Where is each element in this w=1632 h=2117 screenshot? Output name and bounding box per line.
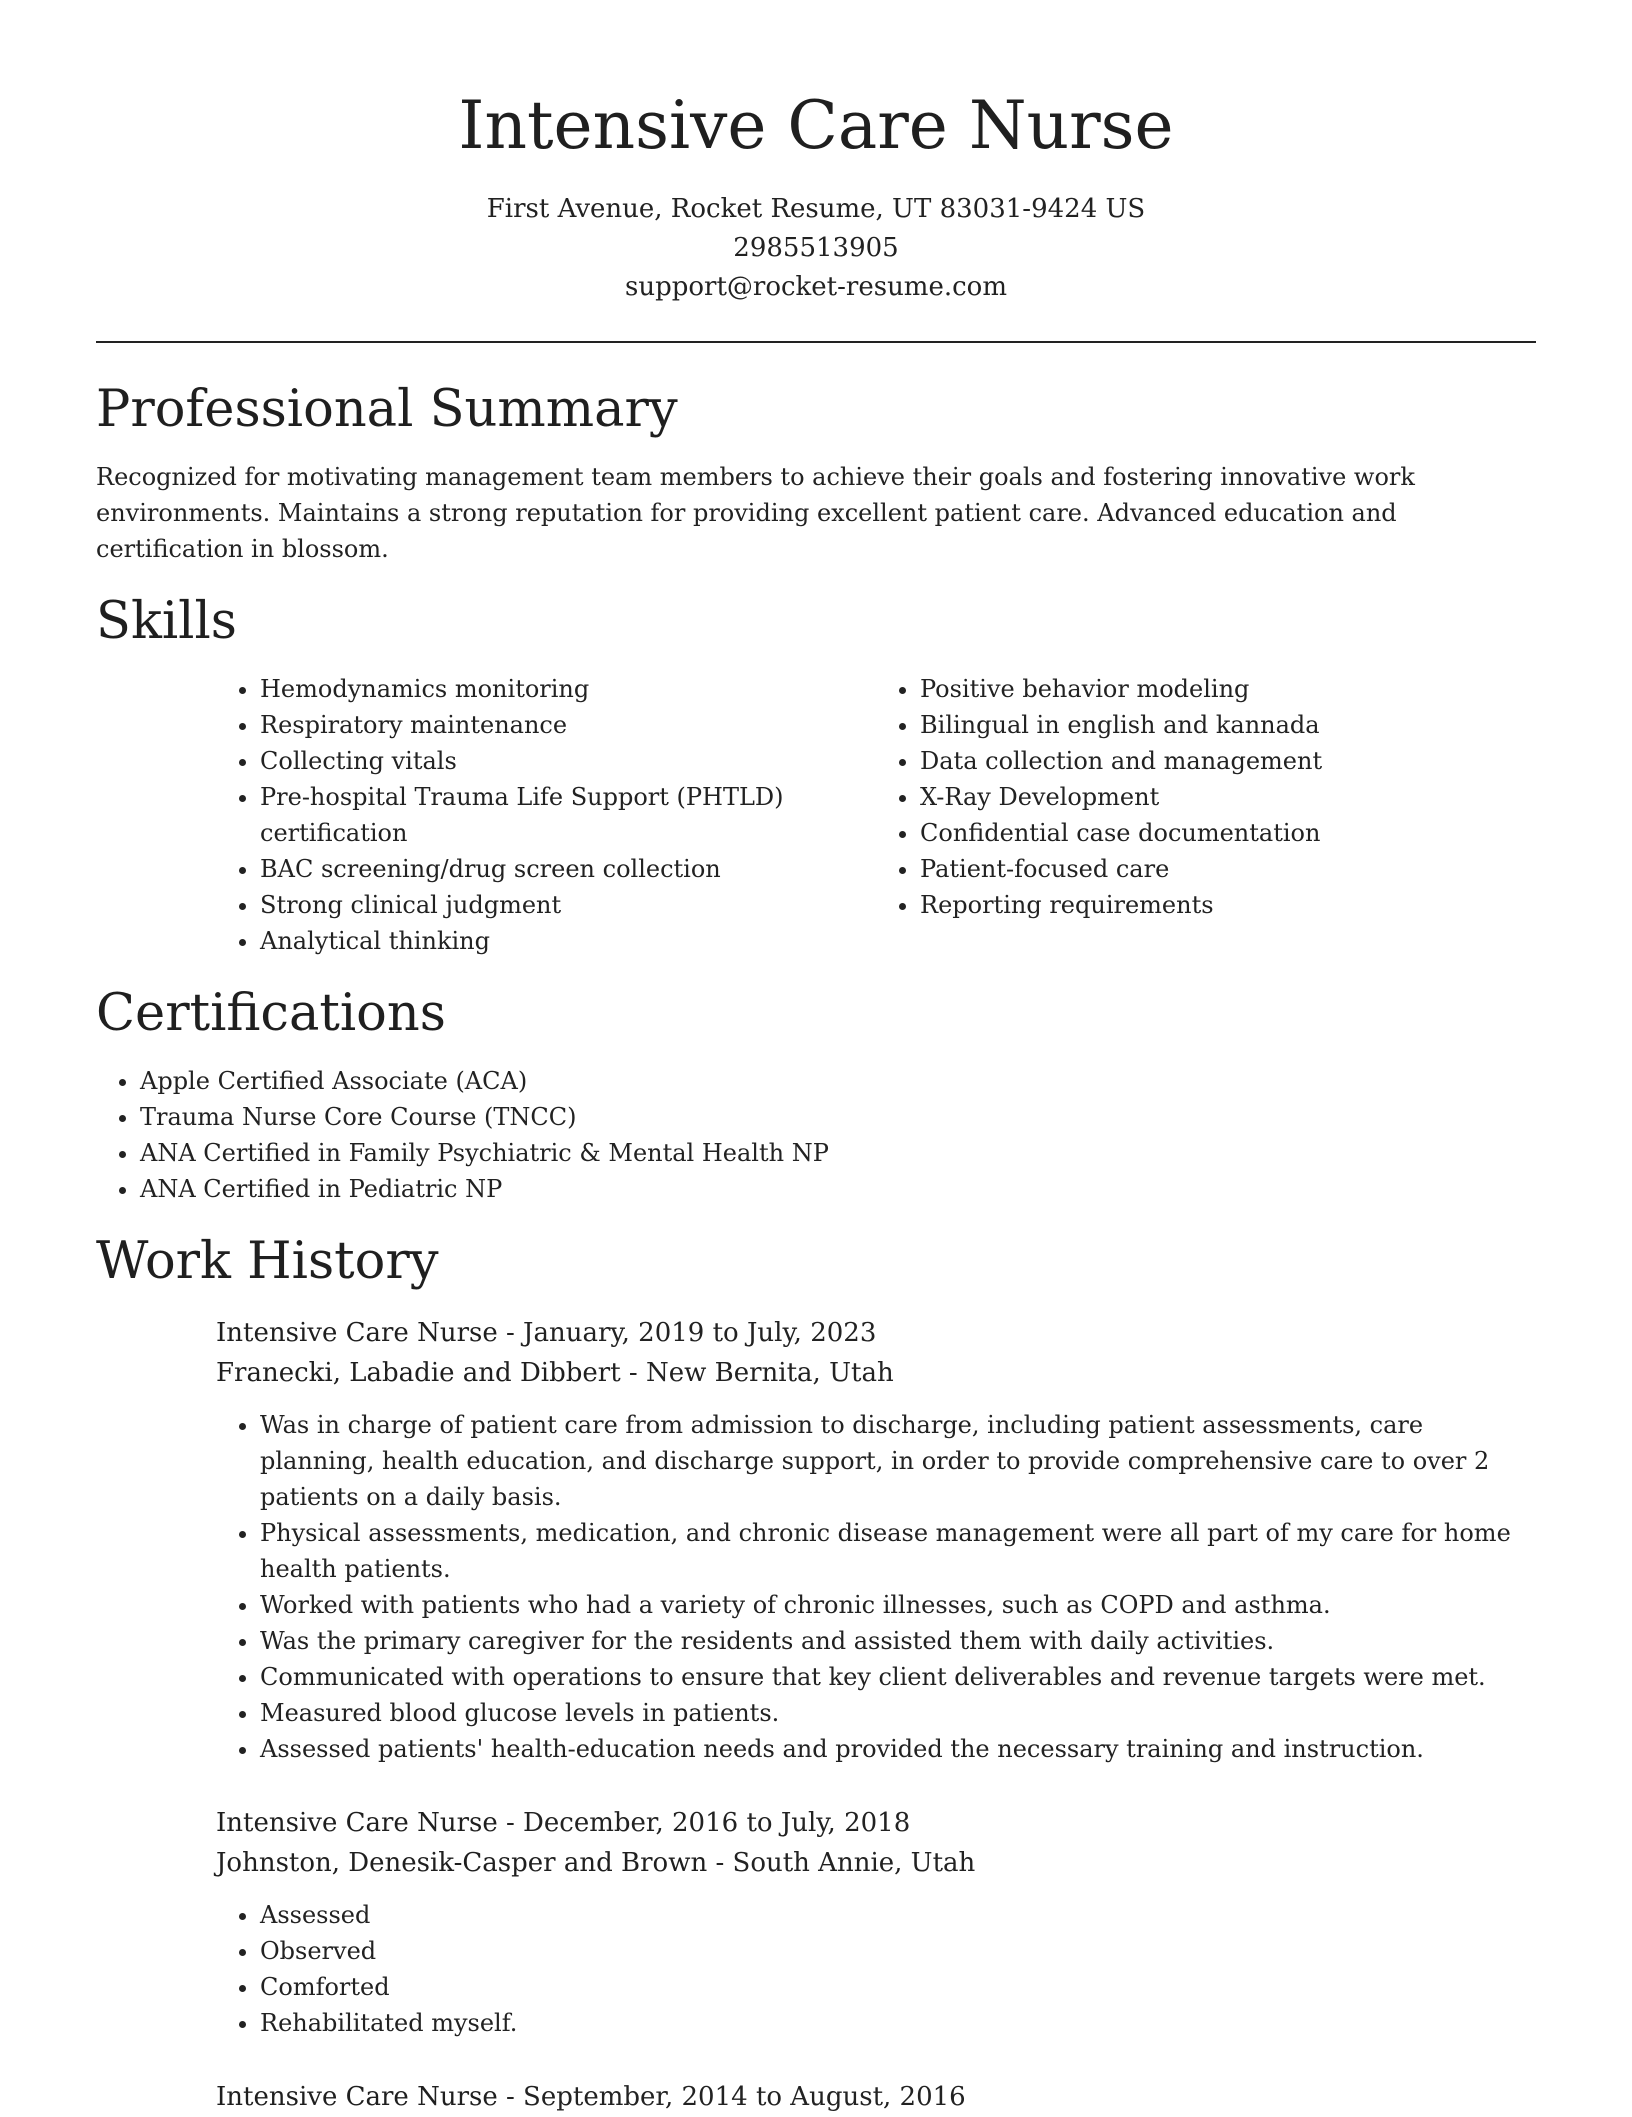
contact-phone: 2985513905: [733, 233, 899, 263]
job-company: Franecki, Labadie and Dibbert: [216, 1358, 621, 1388]
certification-item: • ANA Certified in Family Psychiatric & Mental Health NP: [140, 1135, 1536, 1171]
job-title: Intensive Care Nurse: [216, 1808, 498, 1838]
job-duty: • Worked with patients who had a variety of chronic illnesses, such as COPD and asthma.: [260, 1587, 1536, 1623]
skills-heading: Skills: [96, 592, 237, 651]
job-duty: • Comforted: [260, 1969, 1536, 2005]
job-duty: • Was the primary caregiver for the residents and assisted them with daily activities.: [260, 1623, 1536, 1659]
job-duty: • Physical assessments, medication, and chronic disease management were all part of my care for home health patients.: [260, 1515, 1536, 1587]
skill-item: • Analytical thinking: [260, 923, 876, 959]
job-entry: [216, 1803, 1536, 2041]
header-divider: [96, 341, 1536, 343]
skills-list-left: [216, 671, 876, 959]
certifications-heading: Certifications: [96, 984, 446, 1043]
summary-heading: Professional Summary: [96, 380, 678, 439]
certification-item: • ANA Certified in Pediatric NP: [140, 1171, 1536, 1207]
contact-info: [96, 190, 1536, 307]
job-title: Intensive Care Nurse: [216, 2082, 498, 2112]
skills-list-right: [876, 671, 1536, 959]
job-duty: • Rehabilitated myself.: [260, 2005, 1536, 2041]
certifications-list: [96, 1063, 1536, 1207]
work-history-heading: Work History: [96, 1232, 439, 1291]
candidate-name: Intensive Care Nurse: [458, 87, 1174, 164]
job-entry: [216, 2077, 1536, 2117]
job-duties-list: [216, 1897, 1536, 2041]
job-company: Johnston, Denesik-Casper and Brown: [216, 1848, 708, 1878]
certification-item: • Trauma Nurse Core Course (TNCC): [140, 1099, 1536, 1135]
skill-item: • Confidential case documentation: [920, 815, 1536, 851]
resume-page: [96, 0, 1536, 2117]
skill-item: • Patient-focused care: [920, 851, 1536, 887]
work-history-section: [96, 1229, 1536, 2117]
skill-item: • Pre-hospital Trauma Life Support (PHTLD) certification: [260, 779, 876, 851]
job-duties-list: [216, 1407, 1536, 1767]
job-duty: • Was in charge of patient care from admission to discharge, including patient assessments, care planning, health education, and discharge support, in order to provide comprehensive care to over 2 patients on a daily basis.: [260, 1407, 1536, 1515]
job-duty: • Observed: [260, 1933, 1536, 1969]
job-duty: • Measured blood glucose levels in patients.: [260, 1695, 1536, 1731]
skill-item: • Bilingual in english and kannada: [920, 707, 1536, 743]
contact-email: support@rocket-resume.com: [624, 272, 1007, 302]
skill-item: • BAC screening/drug screen collection: [260, 851, 876, 887]
job-title: Intensive Care Nurse: [216, 1318, 498, 1348]
job-title-line: [216, 1313, 1536, 1353]
job-location: - South Annie, Utah: [707, 1848, 976, 1878]
skill-item: • Hemodynamics monitoring: [260, 671, 876, 707]
job-duty: • Assessed: [260, 1897, 1536, 1933]
certifications-section: [96, 981, 1536, 1207]
skill-item: • Respiratory maintenance: [260, 707, 876, 743]
skills-section: [96, 589, 1536, 959]
job-company-line: [216, 1353, 1536, 1393]
summary-section: [96, 377, 1536, 567]
resume-header: [96, 0, 1536, 307]
contact-address: First Avenue, Rocket Resume, UT 83031-9424 US: [486, 194, 1146, 224]
job-duty: • Assessed patients' health-education needs and provided the necessary training and instruction.: [260, 1731, 1536, 1767]
certification-item: • Apple Certified Associate (ACA): [140, 1063, 1536, 1099]
job-title-line: [216, 2077, 1536, 2117]
job-entry: [216, 1313, 1536, 1767]
job-dates: - September, 2014 to August, 2016: [497, 2082, 966, 2112]
skill-item: • X-Ray Development: [920, 779, 1536, 815]
job-duty: • Communicated with operations to ensure that key client deliverables and revenue targets were met.: [260, 1659, 1536, 1695]
skill-item: • Data collection and management: [920, 743, 1536, 779]
job-title-line: [216, 1803, 1536, 1843]
job-dates: - January, 2019 to July, 2023: [497, 1318, 877, 1348]
skill-item: • Strong clinical judgment: [260, 887, 876, 923]
skill-item: • Collecting vitals: [260, 743, 876, 779]
skill-item: • Positive behavior modeling: [920, 671, 1536, 707]
summary-text: Recognized for motivating management team members to achieve their goals and fostering innovative work environments. Maintains a strong reputation for providing excellent patient care. Advanced education and certification in blossom.: [96, 463, 1415, 563]
skill-item: • Reporting requirements: [920, 887, 1536, 923]
job-company-line: [216, 1843, 1536, 1883]
job-location: - New Bernita, Utah: [620, 1358, 894, 1388]
job-dates: - December, 2016 to July, 2018: [497, 1808, 911, 1838]
skills-grid: [216, 655, 1536, 959]
